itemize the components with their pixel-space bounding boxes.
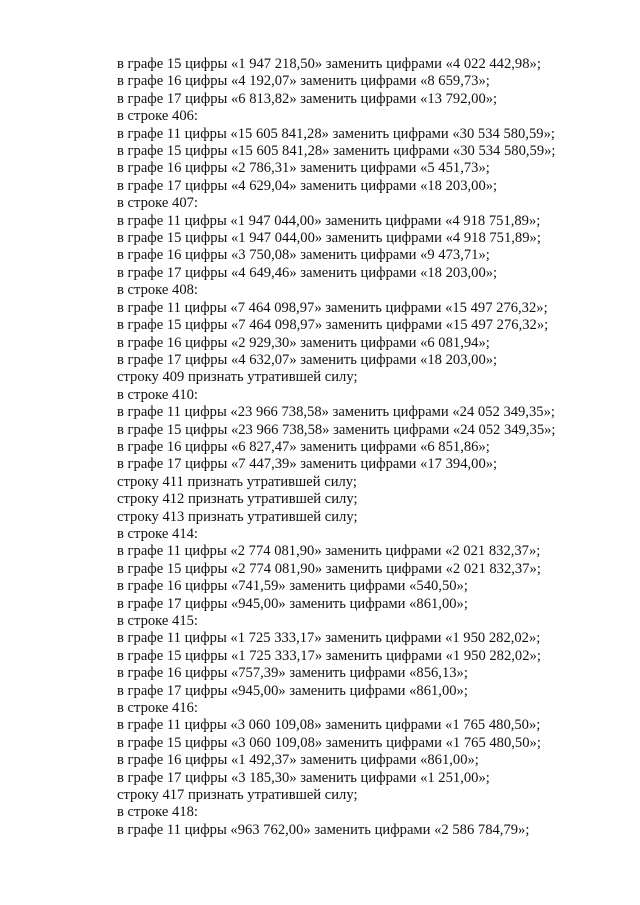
document-line: в строке 418: xyxy=(117,804,198,821)
document-line: в графе 16 цифры «2 786,31» заменить цифрами «5 451,73»; xyxy=(117,160,490,177)
document-line: в графе 16 цифры «741,59» заменить цифрами «540,50»; xyxy=(117,578,468,595)
document-line: строку 409 признать утратившей силу; xyxy=(117,369,358,386)
document-line: в графе 11 цифры «7 464 098,97» заменить цифрами «15 497 276,32»; xyxy=(117,299,548,316)
document-line: в графе 17 цифры «4 649,46» заменить цифрами «18 203,00»; xyxy=(117,264,498,281)
document-line: в строке 407: xyxy=(117,195,198,212)
document-line: строку 417 признать утратившей силу; xyxy=(117,787,358,804)
document-line: в графе 11 цифры «3 060 109,08» заменить цифрами «1 765 480,50»; xyxy=(117,717,541,734)
document-body xyxy=(117,56,617,839)
document-line: в графе 11 цифры «1 947 044,00» заменить цифрами «4 918 751,89»; xyxy=(117,212,541,229)
document-line: в графе 16 цифры «757,39» заменить цифрами «856,13»; xyxy=(117,665,468,682)
document-line: в строке 406: xyxy=(117,108,198,125)
document-line: в графе 16 цифры «2 929,30» заменить цифрами «6 081,94»; xyxy=(117,334,490,351)
document-line: в графе 15 цифры «2 774 081,90» заменить цифрами «2 021 832,37»; xyxy=(117,560,541,577)
document-line: строку 413 признать утратившей силу; xyxy=(117,508,358,525)
document-line: в графе 17 цифры «945,00» заменить цифрами «861,00»; xyxy=(117,682,468,699)
document-line: строку 412 признать утратившей силу; xyxy=(117,491,358,508)
document-line: в графе 11 цифры «2 774 081,90» заменить цифрами «2 021 832,37»; xyxy=(117,543,541,560)
document-line: в графе 11 цифры «963 762,00» заменить цифрами «2 586 784,79»; xyxy=(117,821,530,838)
document-line: в графе 15 цифры «15 605 841,28» заменить цифрами «30 534 580,59»; xyxy=(117,143,556,160)
document-line: в графе 15 цифры «1 947 218,50» заменить цифрами «4 022 442,98»; xyxy=(117,56,541,72)
document-line: в строке 414: xyxy=(117,525,198,542)
document-line: в строке 408: xyxy=(117,282,198,299)
document-line: в графе 16 цифры «3 750,08» заменить цифрами «9 473,71»; xyxy=(117,247,490,264)
document-line: в графе 16 цифры «6 827,47» заменить цифрами «6 851,86»; xyxy=(117,438,490,455)
document-line: в графе 15 цифры «7 464 098,97» заменить цифрами «15 497 276,32»; xyxy=(117,317,549,334)
document-line: в графе 17 цифры «4 632,07» заменить цифрами «18 203,00»; xyxy=(117,351,498,368)
document-line: в графе 11 цифры «15 605 841,28» заменить цифрами «30 534 580,59»; xyxy=(117,125,555,142)
document-line: в графе 15 цифры «1 947 044,00» заменить цифрами «4 918 751,89»; xyxy=(117,230,541,247)
document-line: в графе 15 цифры «1 725 333,17» заменить цифрами «1 950 282,02»; xyxy=(117,647,541,664)
document-line: в графе 15 цифры «3 060 109,08» заменить цифрами «1 765 480,50»; xyxy=(117,734,541,751)
document-line: в графе 11 цифры «23 966 738,58» заменить цифрами «24 052 349,35»; xyxy=(117,404,555,421)
document-line: в строке 410: xyxy=(117,386,198,403)
document-line: в графе 17 цифры «6 813,82» заменить цифрами «13 792,00»; xyxy=(117,90,498,107)
document-line: в графе 11 цифры «1 725 333,17» заменить цифрами «1 950 282,02»; xyxy=(117,630,541,647)
document-line: в графе 16 цифры «1 492,37» заменить цифрами «861,00»; xyxy=(117,752,479,769)
document-line: строку 411 признать утратившей силу; xyxy=(117,473,357,490)
document-line: в графе 16 цифры «4 192,07» заменить цифрами «8 659,73»; xyxy=(117,73,490,90)
document-line: в графе 15 цифры «23 966 738,58» заменить цифрами «24 052 349,35»; xyxy=(117,421,556,438)
document-line: в строке 416: xyxy=(117,700,198,717)
document-line: в графе 17 цифры «3 185,30» заменить цифрами «1 251,00»; xyxy=(117,769,490,786)
document-line: в графе 17 цифры «945,00» заменить цифрами «861,00»; xyxy=(117,595,468,612)
document-line: в строке 415: xyxy=(117,613,198,629)
document-line: в графе 17 цифры «7 447,39» заменить цифрами «17 394,00»; xyxy=(117,456,498,473)
document-line: в графе 17 цифры «4 629,04» заменить цифрами «18 203,00»; xyxy=(117,177,498,194)
